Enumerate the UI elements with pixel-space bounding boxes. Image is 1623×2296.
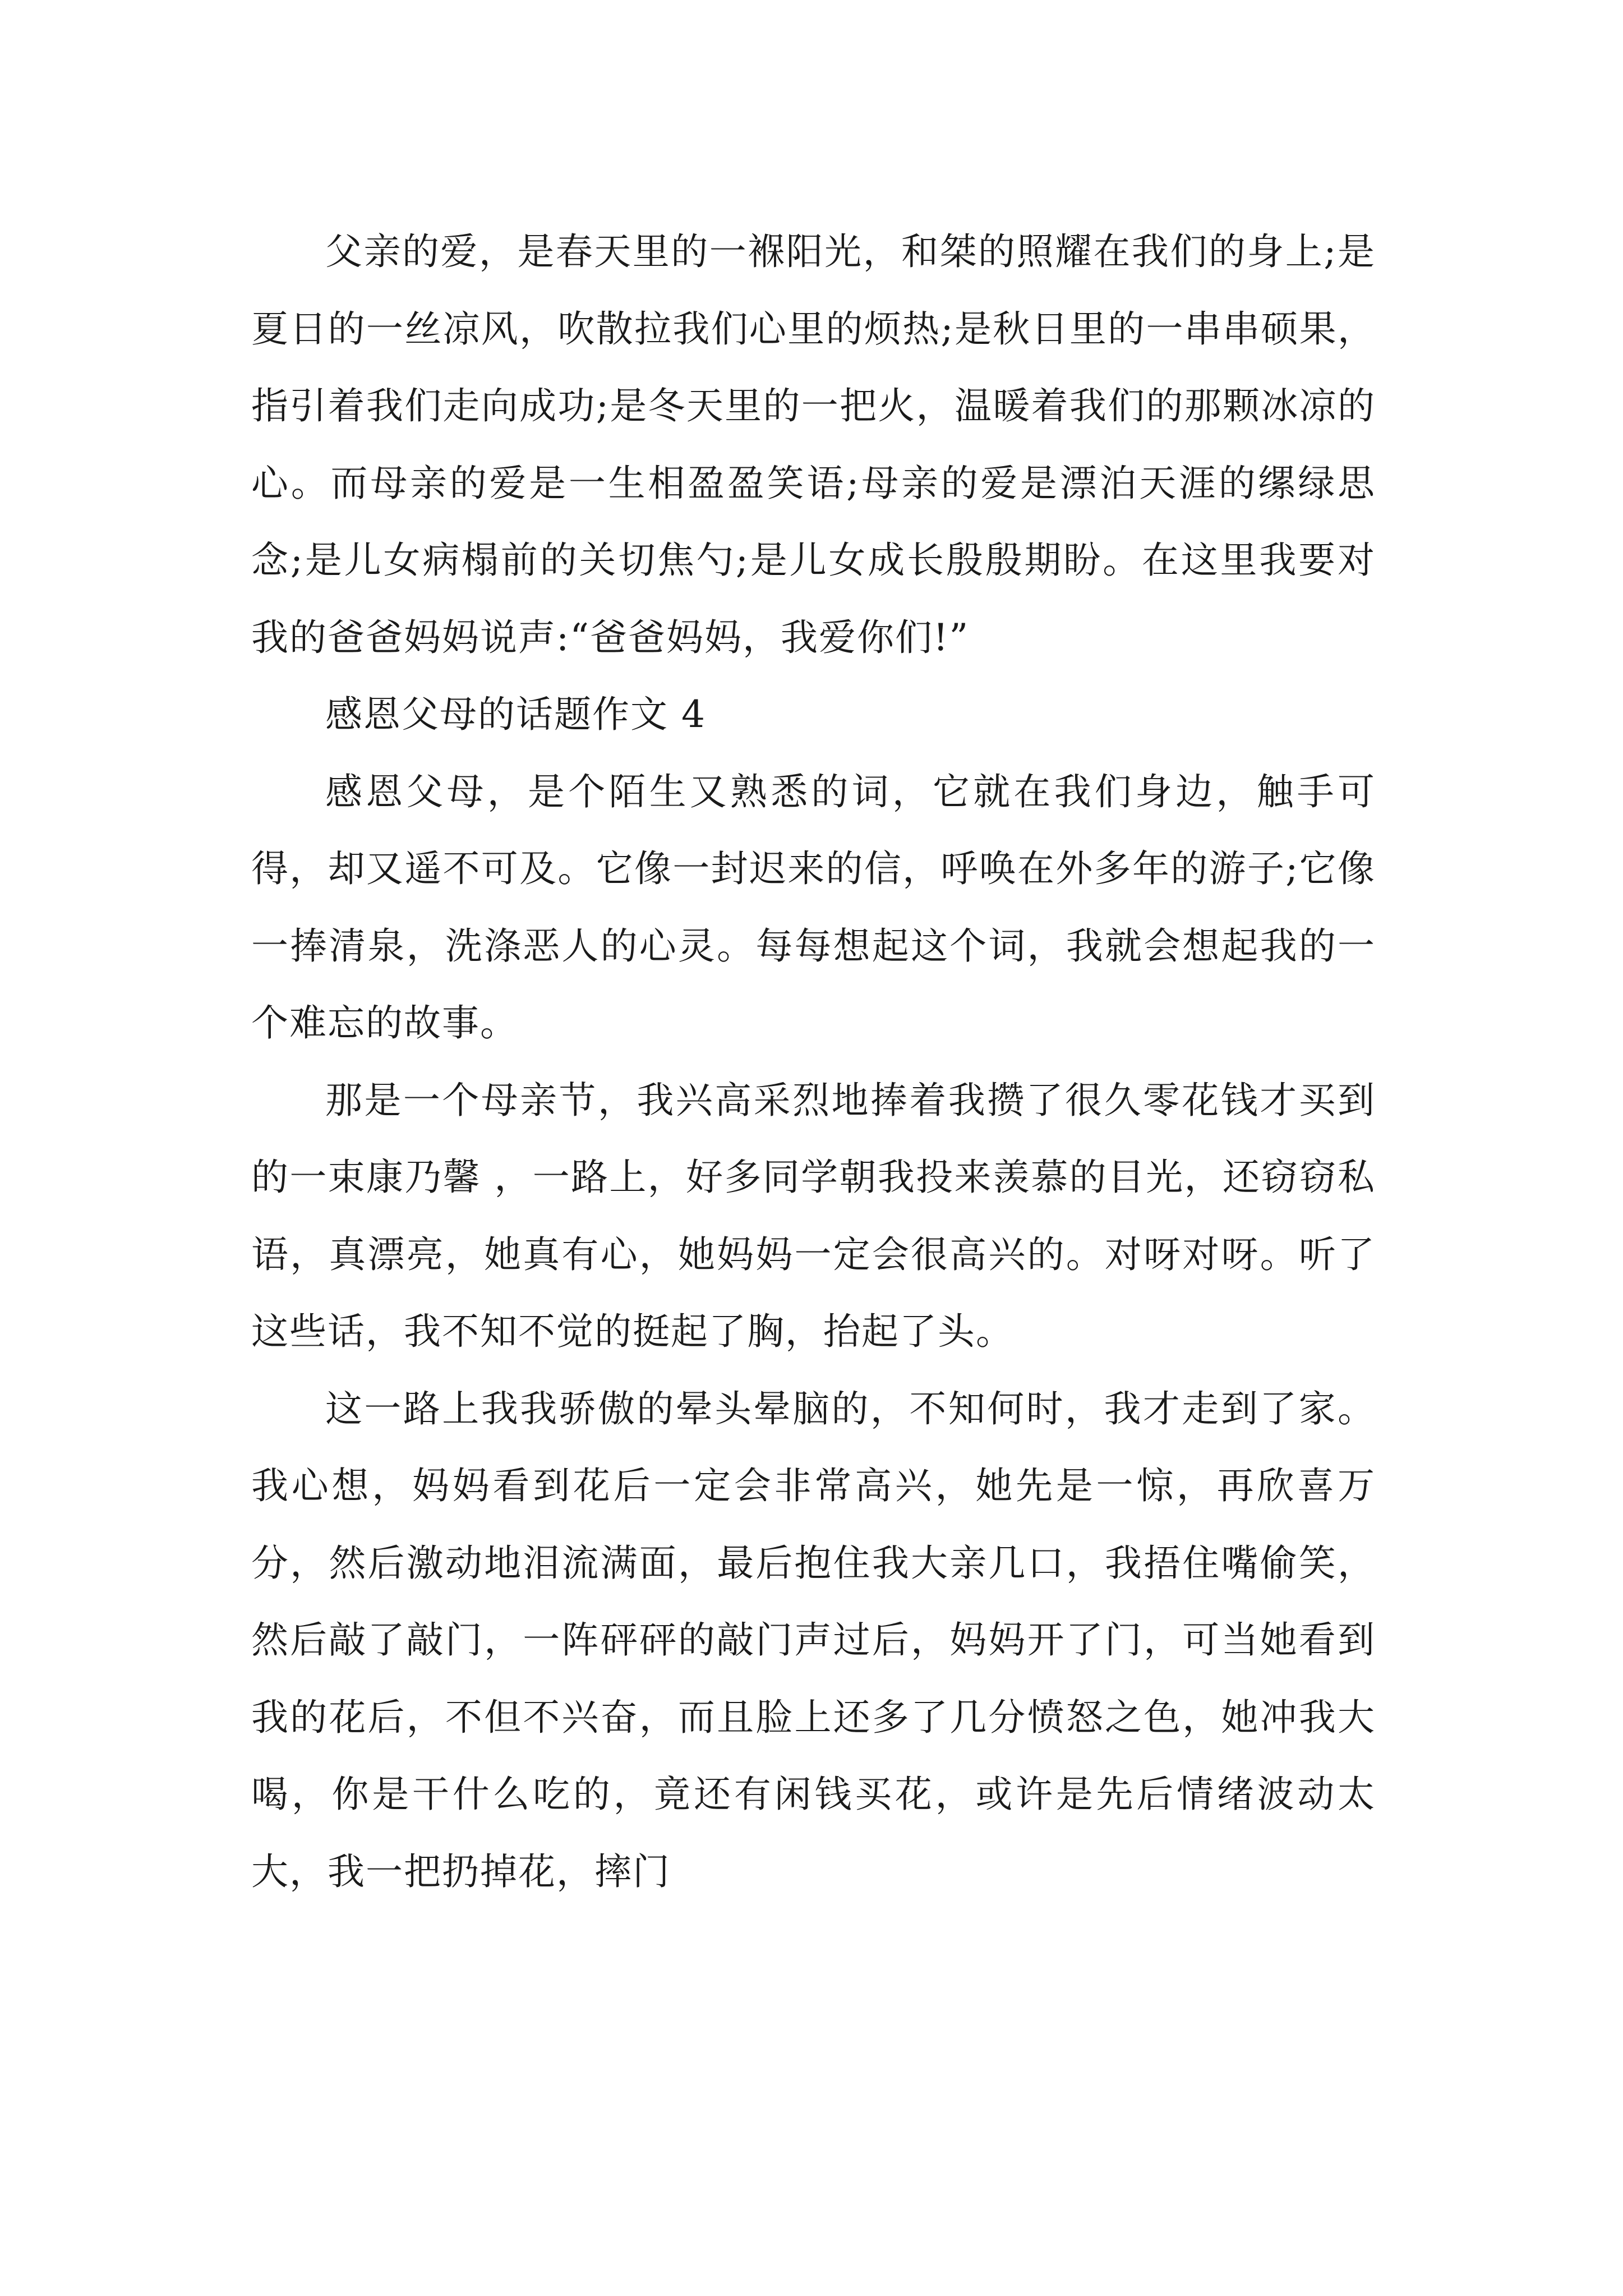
essay-heading: 感恩父母的话题作文 4 xyxy=(325,693,706,736)
paragraph-mothers-day: 那是一个母亲节，我兴高采烈地捧着我攒了很久零花钱才买到的一束康乃馨 ，一路上，好多同学朝我投来羡慕的目光，还窃窃私语，真漂亮，她真有心，她妈妈一定会很高兴的。对呀对呀。听了这些话，我不知不觉的挺起了胸，抬起了头。 xyxy=(251,1078,1376,1353)
paragraph-going-home: 这一路上我我骄傲的晕头晕脑的，不知何时，我才走到了家。我心想，妈妈看到花后一定会非常高兴，她先是一惊，再欣喜万分，然后激动地泪流满面，最后抱住我大亲几口，我捂住嘴偷笑，然后敲了敲门，一阵砰砰的敲门声过后，妈妈开了门，可当她看到我的花后，不但不兴奋，而且脸上还多了几分愤怒之色，她冲我大喝，你是干什么吃的，竟还有闲钱买花，或许是先后情绪波动太大，我一把扔掉花，摔门 xyxy=(251,1387,1376,1893)
paragraph-parents-love: 父亲的爱，是春天里的一褓阳光，和桀的照耀在我们的身上;是夏日的一丝凉风，吹散拉我们心里的烦热;是秋日里的一串串硕果，指引着我们走向成功;是冬天里的一把火，温暖着我们的那颗冰凉的心。而母亲的爱是一生相盈盈笑语;母亲的爱是漂泊天涯的缧绿思念;是儿女病榻前的关切焦勺;是儿女成长殷殷期盼。在这里我要对我的爸爸妈妈说声:“爸爸妈妈，我爱你们!” xyxy=(251,230,1376,659)
document-page xyxy=(251,213,1376,1910)
paragraph-gratitude-intro: 感恩父母，是个陌生又熟悉的词，它就在我们身边，触手可得，却又遥不可及。它像一封迟来的信，呼唤在外多年的游子;它像一捧清泉，洗涤恶人的心灵。每每想起这个词，我就会想起我的一个难忘的故事。 xyxy=(251,770,1376,1045)
